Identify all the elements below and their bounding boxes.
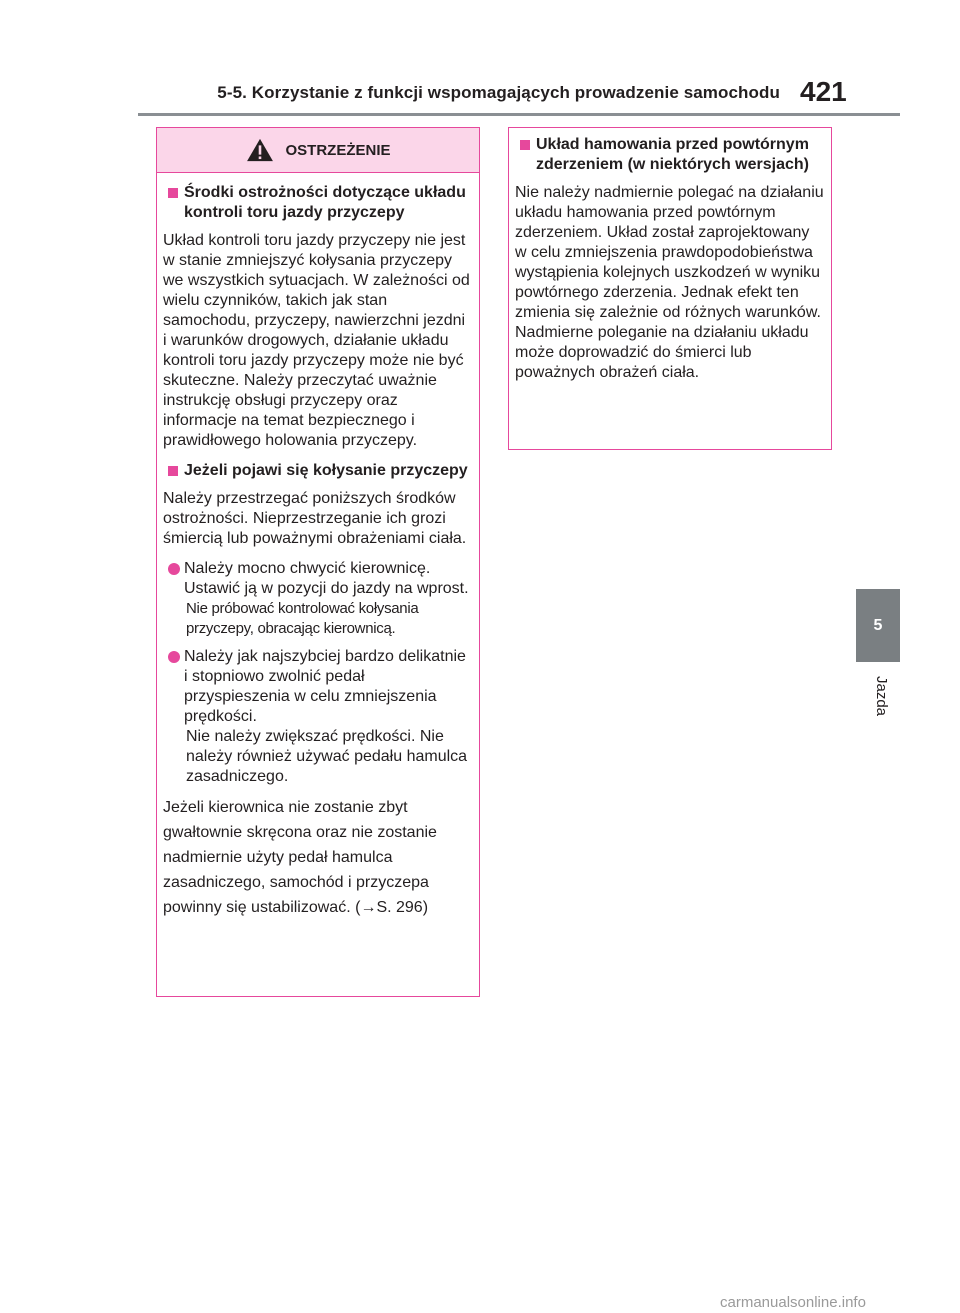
list-item: [163, 559, 473, 639]
paragraph: Układ kontroli toru jazdy przyczepy nie jest w stanie zmniejszyć kołysania przyczepy we wszystkich sytuacjach. W zależności od wielu czynników, takich jak stan samochodu, przyczepy, nawierzchni jezdni i warunków drogowych, działanie układu kontroli toru jazdy przyczepy może nie być skuteczne. Należy przeczytać uważnie instrukcję obsługi przyczepy oraz informacje na temat bezpiecznego i prawidłowego holowania przyczepy.: [163, 232, 470, 449]
circle-bullet-icon: [168, 651, 180, 663]
subheading-text: Układ hamowania przed powtórnym zderzeniem (w niektórych wersjach): [536, 136, 809, 173]
square-bullet-icon: [520, 140, 530, 150]
info-content: [509, 128, 831, 383]
list-item-text: Należy mocno chwycić kierownicę. Ustawić ją w pozycji do jazdy na wprost.: [184, 560, 469, 597]
warning-triangle-icon: [245, 138, 275, 162]
chapter-label: Jazda: [873, 676, 890, 717]
warning-heading: OSTRZEŻENIE: [285, 141, 391, 159]
warning-box: [156, 127, 480, 997]
list-item-note: Nie należy zwiększać prędkości. Nie należy również używać pedału hamulca zasadniczego.: [186, 728, 468, 785]
watermark: carmanualsonline.info: [720, 1294, 866, 1311]
closing-text: Jeżeli kierownica nie zostanie zbyt gwałtownie skręcona oraz nie zostanie nadmiernie użyty pedał hamulca zasadniczego, samochód i przyczepa powinny się ustabilizować.: [163, 799, 437, 916]
warning-content: [157, 173, 479, 920]
page-reference-link[interactable]: (→S. 296): [355, 899, 429, 916]
circle-bullet-icon: [168, 563, 180, 575]
warning-header: [157, 128, 479, 173]
subheading: [163, 461, 473, 481]
paragraph: Należy przestrzegać poniższych środków ostrożności. Nieprzestrzeganie ich grozi śmiercią lub poważnymi obrażeniami ciała.: [163, 490, 467, 547]
list-item-note: Nie próbować kontrolować kołysania przyczepy, obracając kierownicą.: [186, 600, 419, 637]
page-number: 421: [800, 76, 847, 107]
info-box: [508, 127, 832, 450]
subheading: [163, 183, 473, 223]
subheading-text: Jeżeli pojawi się kołysanie przyczepy: [184, 462, 468, 479]
list-item-text: Należy jak najszybciej bardzo delikatnie i stopniowo zwolnić pedał przyspieszenia w celu zmniejszenia prędkości.: [184, 648, 466, 725]
chapter-tab[interactable]: [856, 589, 900, 662]
header-divider: [138, 113, 900, 116]
paragraph: Nie należy nadmiernie polegać na działaniu układu hamowania przed powtórnym zderzeniem. Układ został zaprojektowany w celu zmniejszenia prawdopodobieństwa wystąpienia kolejnych uszkodzeń w wyniku powtórnego zderzenia. Jednak efekt ten zmienia się zależnie od różnych warunków. Nadmierne poleganie na działaniu układu może doprowadzić do śmierci lub poważnych obrażeń ciała.: [515, 184, 824, 381]
list-item: [163, 647, 473, 787]
square-bullet-icon: [168, 188, 178, 198]
square-bullet-icon: [168, 466, 178, 476]
closing-paragraph: [163, 795, 473, 920]
subheading: [515, 135, 825, 175]
chapter-number: 5: [873, 616, 883, 634]
subheading-text: Środki ostrożności dotyczące układu kontroli toru jazdy przyczepy: [184, 184, 466, 221]
section-title: 5-5. Korzystanie z funkcji wspomagających prowadzenie samochodu: [217, 83, 780, 102]
